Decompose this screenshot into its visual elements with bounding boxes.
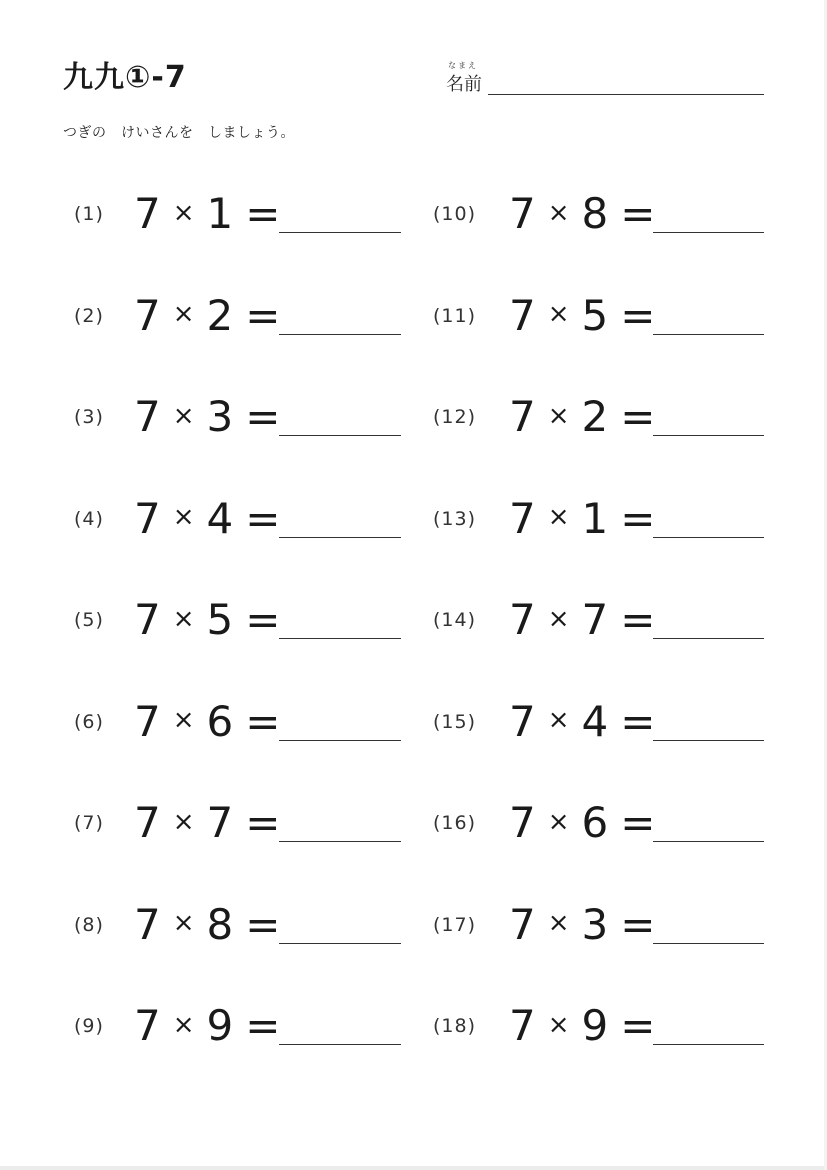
multiplicand: 7 — [134, 189, 161, 238]
multiplication-expression — [134, 692, 280, 752]
problem-number: (14) — [433, 609, 477, 631]
answer-blank[interactable] — [279, 740, 401, 741]
problem-row — [433, 184, 764, 244]
multiplier: 9 — [581, 1001, 609, 1050]
multiplication-expression — [134, 996, 280, 1056]
equals-sign: = — [620, 290, 656, 340]
times-sign: × — [172, 197, 195, 228]
problem-row — [433, 793, 764, 853]
multiplicand: 7 — [509, 1001, 536, 1050]
times-sign: × — [547, 806, 570, 837]
page-bottom-edge — [0, 1166, 827, 1170]
problem-number: (2) — [74, 304, 104, 327]
multiplier: 3 — [206, 392, 234, 441]
times-sign: × — [547, 197, 570, 228]
equals-sign: = — [620, 493, 656, 543]
answer-blank[interactable] — [279, 334, 401, 335]
multiplicand: 7 — [134, 392, 161, 441]
multiplication-expression — [509, 793, 655, 853]
multiplicand: 7 — [134, 493, 161, 543]
times-sign: × — [172, 908, 195, 938]
equals-sign: = — [620, 392, 656, 441]
equals-sign: = — [620, 798, 656, 847]
multiplier: 3 — [581, 899, 609, 949]
times-sign: × — [172, 502, 195, 532]
multiplicand: 7 — [509, 189, 536, 238]
problem-number: (8) — [74, 913, 104, 936]
name-answer-line[interactable] — [488, 94, 764, 95]
multiplier: 8 — [206, 899, 234, 949]
answer-blank[interactable] — [279, 638, 401, 639]
problem-row — [433, 590, 764, 650]
problem-row — [74, 184, 401, 244]
problem-row — [433, 895, 764, 955]
multiplicand: 7 — [509, 595, 536, 644]
problem-row — [74, 692, 401, 752]
times-sign: × — [547, 1009, 570, 1040]
equals-sign: = — [245, 189, 281, 238]
problem-row — [433, 489, 764, 549]
multiplication-expression — [509, 286, 655, 346]
multiplication-expression — [134, 895, 280, 955]
multiplicand: 7 — [134, 899, 161, 949]
answer-blank[interactable] — [653, 537, 764, 538]
equals-sign: = — [245, 1001, 281, 1050]
multiplication-expression — [509, 692, 655, 752]
problem-row — [74, 793, 401, 853]
problem-number: (18) — [433, 1015, 477, 1037]
answer-blank[interactable] — [653, 435, 764, 436]
answer-blank[interactable] — [279, 1044, 401, 1045]
multiplier: 4 — [206, 493, 234, 543]
problem-number: (5) — [74, 609, 104, 631]
times-sign: × — [547, 603, 570, 634]
answer-blank[interactable] — [653, 638, 764, 639]
multiplier: 1 — [206, 189, 234, 238]
name-ruby: なまえ — [448, 61, 478, 70]
multiplier: 5 — [206, 595, 234, 644]
multiplier: 7 — [206, 798, 234, 847]
equals-sign: = — [620, 595, 656, 644]
multiplicand: 7 — [509, 798, 536, 847]
name-field[interactable] — [446, 60, 764, 100]
multiplier: 6 — [581, 798, 609, 847]
multiplicand: 7 — [509, 493, 536, 543]
times-sign: × — [547, 502, 570, 532]
problem-number: (3) — [74, 406, 104, 428]
problem-number: (6) — [74, 710, 104, 733]
answer-blank[interactable] — [279, 537, 401, 538]
problem-number: (7) — [74, 812, 104, 834]
multiplication-expression — [134, 286, 280, 346]
multiplier: 1 — [581, 493, 609, 543]
problem-row — [74, 590, 401, 650]
problem-row — [74, 489, 401, 549]
equals-sign: = — [245, 798, 281, 847]
problem-row — [433, 692, 764, 752]
equals-sign: = — [245, 899, 281, 949]
multiplier: 4 — [581, 696, 609, 746]
multiplier: 7 — [581, 595, 609, 644]
multiplication-expression — [509, 184, 655, 244]
problem-number: (15) — [433, 710, 477, 733]
times-sign: × — [172, 705, 195, 735]
multiplication-expression — [134, 590, 280, 650]
worksheet-title: 九九①-7 — [63, 60, 187, 95]
problem-number: (17) — [433, 913, 477, 936]
problem-number: (11) — [433, 304, 477, 327]
problem-number: (1) — [74, 203, 104, 225]
times-sign: × — [547, 299, 570, 329]
answer-blank[interactable] — [653, 232, 764, 233]
instruction-text: つぎの けいさんを しましょう。 — [63, 125, 295, 141]
problem-number: (4) — [74, 507, 104, 530]
equals-sign: = — [245, 595, 281, 644]
equals-sign: = — [620, 1001, 656, 1050]
multiplicand: 7 — [134, 290, 161, 340]
problem-number: (10) — [433, 203, 477, 225]
problem-row — [433, 387, 764, 447]
multiplication-expression — [509, 996, 655, 1056]
problem-row — [74, 996, 401, 1056]
multiplier: 2 — [206, 290, 234, 340]
multiplication-expression — [509, 590, 655, 650]
problem-row — [74, 387, 401, 447]
multiplicand: 7 — [509, 899, 536, 949]
times-sign: × — [547, 908, 570, 938]
problem-number: (16) — [433, 812, 477, 834]
multiplier: 8 — [581, 189, 609, 238]
answer-blank[interactable] — [653, 841, 764, 842]
problem-number: (9) — [74, 1015, 104, 1037]
times-sign: × — [172, 299, 195, 329]
times-sign: × — [547, 400, 570, 431]
times-sign: × — [172, 806, 195, 837]
multiplication-expression — [134, 184, 280, 244]
equals-sign: = — [620, 696, 656, 746]
times-sign: × — [172, 603, 195, 634]
answer-blank[interactable] — [279, 232, 401, 233]
multiplication-expression — [509, 895, 655, 955]
equals-sign: = — [620, 899, 656, 949]
name-label: 名前 — [446, 74, 482, 95]
multiplicand: 7 — [134, 1001, 161, 1050]
multiplication-expression — [509, 489, 655, 549]
multiplication-expression — [134, 793, 280, 853]
multiplication-expression — [509, 387, 655, 447]
multiplicand: 7 — [509, 696, 536, 746]
multiplier: 9 — [206, 1001, 234, 1050]
answer-blank[interactable] — [653, 943, 764, 944]
times-sign: × — [547, 705, 570, 735]
equals-sign: = — [245, 696, 281, 746]
equals-sign: = — [245, 493, 281, 543]
multiplicand: 7 — [134, 798, 161, 847]
equals-sign: = — [620, 189, 656, 238]
multiplicand: 7 — [509, 392, 536, 441]
problem-row — [74, 286, 401, 346]
multiplicand: 7 — [134, 595, 161, 644]
answer-blank[interactable] — [279, 841, 401, 842]
equals-sign: = — [245, 290, 281, 340]
problem-row — [74, 895, 401, 955]
multiplicand: 7 — [134, 696, 161, 746]
multiplier: 2 — [581, 392, 609, 441]
equals-sign: = — [245, 392, 281, 441]
answer-blank[interactable] — [653, 1044, 764, 1045]
multiplication-expression — [134, 387, 280, 447]
problem-number: (13) — [433, 507, 477, 530]
problem-row — [433, 286, 764, 346]
multiplication-expression — [134, 489, 280, 549]
multiplier: 6 — [206, 696, 234, 746]
problem-number: (12) — [433, 406, 477, 428]
answer-blank[interactable] — [279, 435, 401, 436]
answer-blank[interactable] — [653, 334, 764, 335]
multiplicand: 7 — [509, 290, 536, 340]
answer-blank[interactable] — [653, 740, 764, 741]
problem-row — [433, 996, 764, 1056]
times-sign: × — [172, 1009, 195, 1040]
times-sign: × — [172, 400, 195, 431]
answer-blank[interactable] — [279, 943, 401, 944]
multiplier: 5 — [581, 290, 609, 340]
